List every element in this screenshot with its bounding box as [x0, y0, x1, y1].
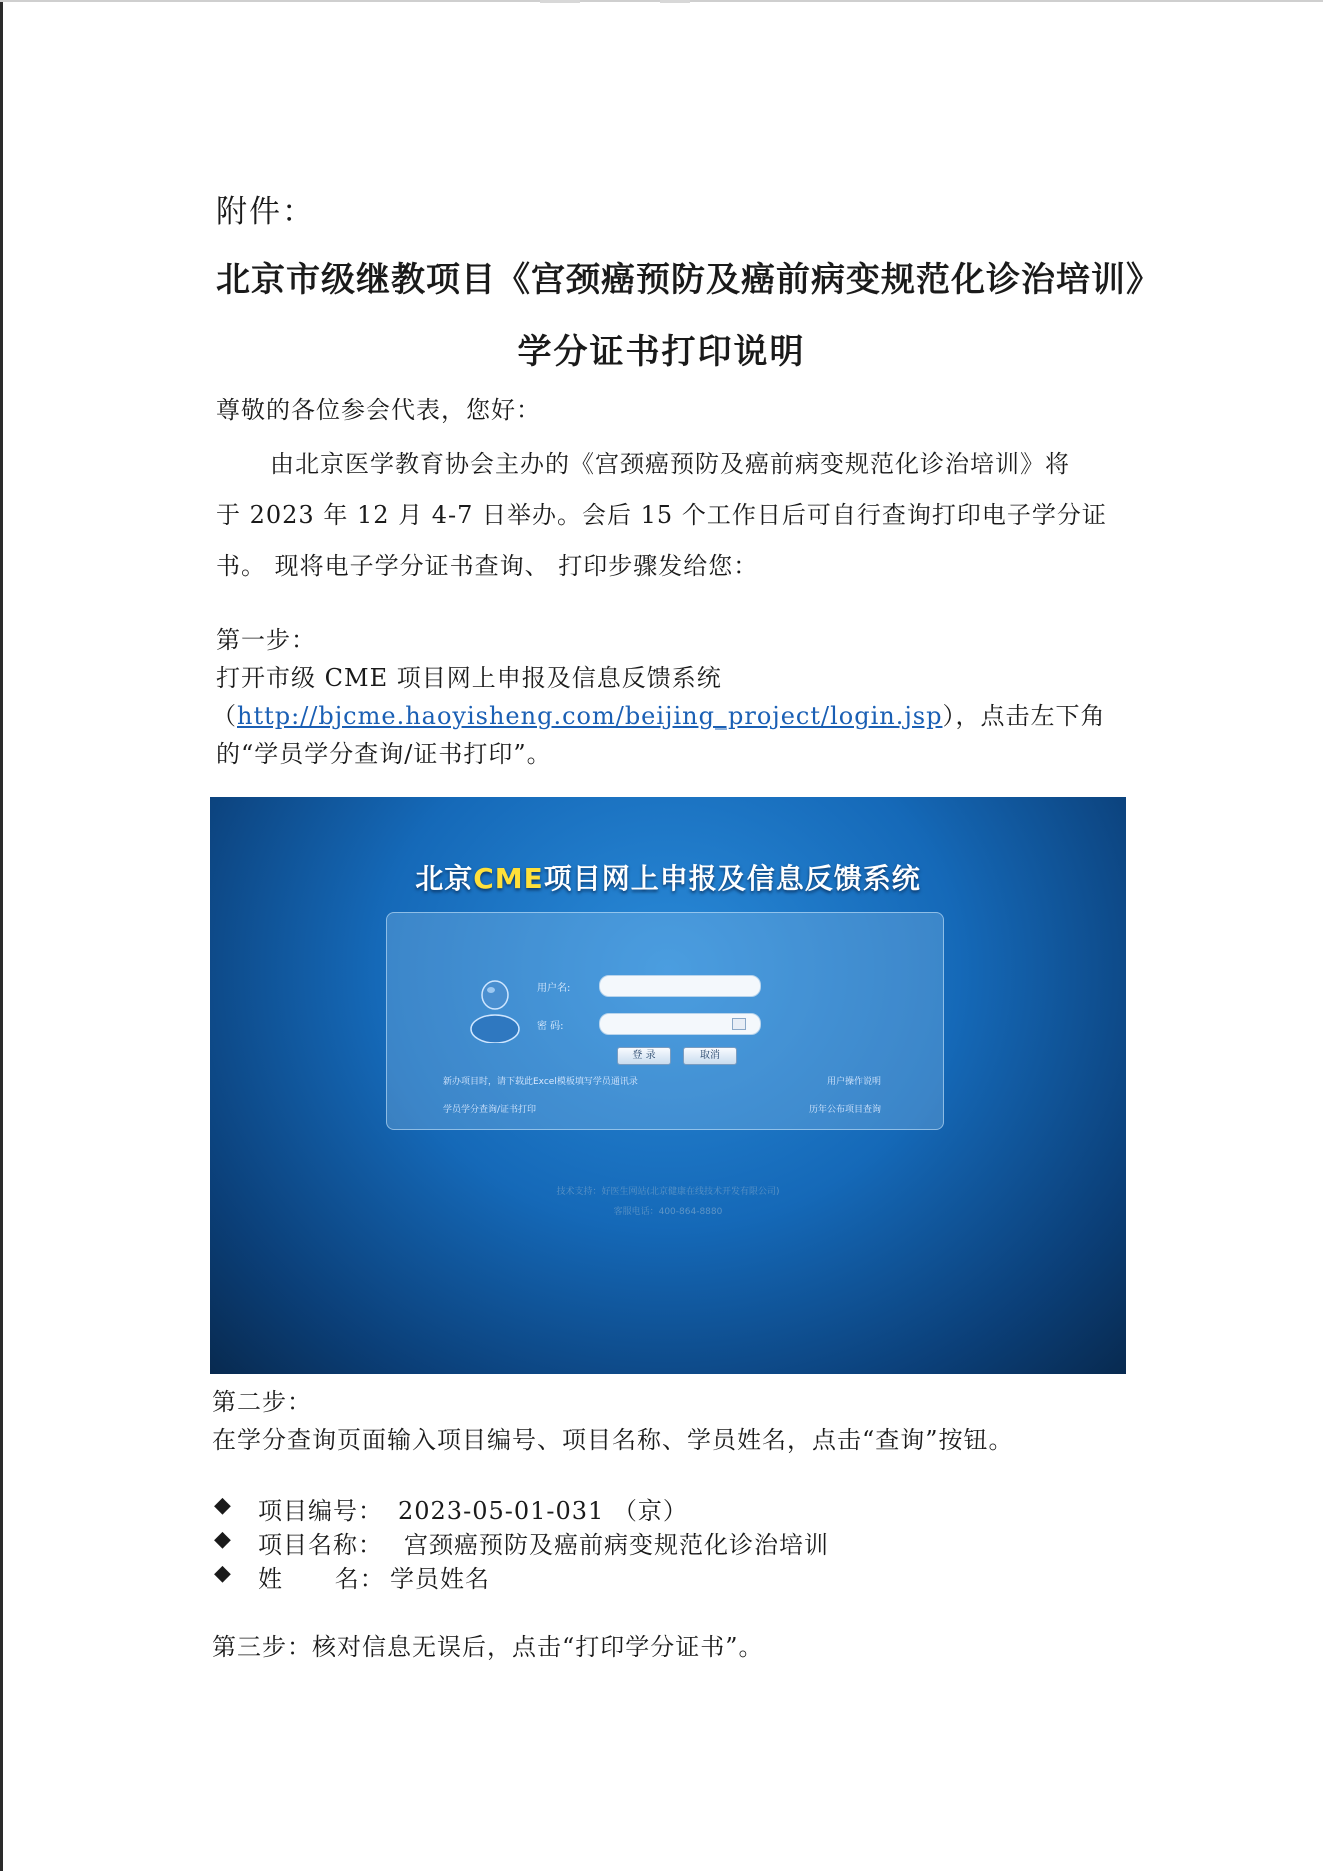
bullet-value-project-number: 2023-05-01-031 （京） [398, 1497, 688, 1525]
document-subtitle: 学分证书打印说明 [517, 332, 806, 372]
service-phone-text: 客服电话：400-864-8880 [613, 1207, 723, 1217]
step3-text: 第三步：核对信息无误后，点击“打印学分证书”。 [212, 1633, 764, 1661]
username-label: 用户名: [537, 983, 571, 994]
attachment-label: 附件： [216, 194, 315, 230]
excel-template-link[interactable]: 新办项目时，请下载此Excel模板填写学员通讯录 [443, 1077, 638, 1087]
bullet-label-project-name: 项目名称： [258, 1531, 383, 1559]
step1-line-2-tail: ），点击左下角 [942, 702, 1106, 730]
bullet-value-name: 学员姓名 [390, 1565, 490, 1593]
step1-line-2 [212, 696, 1105, 731]
cancel-button[interactable]: 取消 [683, 1047, 737, 1065]
username-input[interactable] [599, 975, 761, 997]
bullet-value-project-name: 宫颈癌预防及癌前病变规范化诊治培训 [404, 1531, 829, 1559]
system-title-cme: CME [473, 862, 544, 895]
step1-line-3: 的“学员学分查询/证书打印”。 [216, 740, 552, 768]
bullet-diamond-icon: ◆ [214, 1493, 231, 1518]
system-title-post: 项目网上申报及信息反馈系统 [543, 862, 921, 895]
step2-line-1: 在学分查询页面输入项目编号、项目名称、学员姓名，点击“查询”按钮。 [212, 1426, 1014, 1454]
step2-heading: 第二步： [212, 1388, 312, 1416]
scan-artifact [660, 0, 690, 3]
step1-heading: 第一步： [216, 626, 316, 654]
bullet-label-project-number: 项目编号： [258, 1497, 383, 1525]
scan-artifact [540, 0, 580, 3]
intro-line-1: 由北京医学教育协会主办的《宫颈癌预防及癌前病变规范化诊治培训》将 [270, 450, 1070, 478]
bullet-label-name: 姓 名： [258, 1565, 385, 1593]
password-input[interactable] [599, 1013, 761, 1035]
intro-line-3: 书。 现将电子学分证书查询、 打印步骤发给您： [216, 552, 759, 580]
greeting: 尊敬的各位参会代表，您好： [216, 396, 541, 424]
paren-open: （ [212, 702, 237, 730]
login-panel [386, 912, 944, 1130]
system-title-pre: 北京 [415, 862, 474, 895]
login-button[interactable]: 登 录 [617, 1047, 671, 1065]
credit-query-link[interactable]: 学员学分查询/证书打印 [443, 1105, 537, 1115]
scan-edge [0, 0, 3, 1871]
password-label: 密 码: [537, 1021, 564, 1032]
login-screenshot [210, 797, 1126, 1374]
login-url-link[interactable]: http://bjcme.haoyisheng.com/beijing_project/login.jsp [237, 702, 943, 730]
user-guide-link[interactable]: 用户操作说明 [826, 1077, 881, 1087]
bullet-diamond-icon: ◆ [214, 1561, 231, 1586]
bullet-diamond-icon: ◆ [214, 1527, 231, 1552]
document-title: 北京市级继教项目《宫颈癌预防及癌前病变规范化诊治培训》 [216, 260, 1161, 300]
intro-line-2: 于 2023 年 12 月 4-7 日举办。会后 15 个工作日后可自行查询打印电子学分证 [216, 501, 1107, 529]
user-avatar-icon [465, 973, 525, 1043]
step1-line-1: 打开市级 CME 项目网上申报及信息反馈系统 [216, 664, 722, 692]
tech-support-text: 技术支持：好医生网站(北京健康在线技术开发有限公司) [556, 1187, 780, 1197]
history-projects-link[interactable]: 历年公布项目查询 [808, 1105, 881, 1115]
keyboard-icon[interactable] [732, 1018, 746, 1030]
system-title [210, 857, 1126, 897]
